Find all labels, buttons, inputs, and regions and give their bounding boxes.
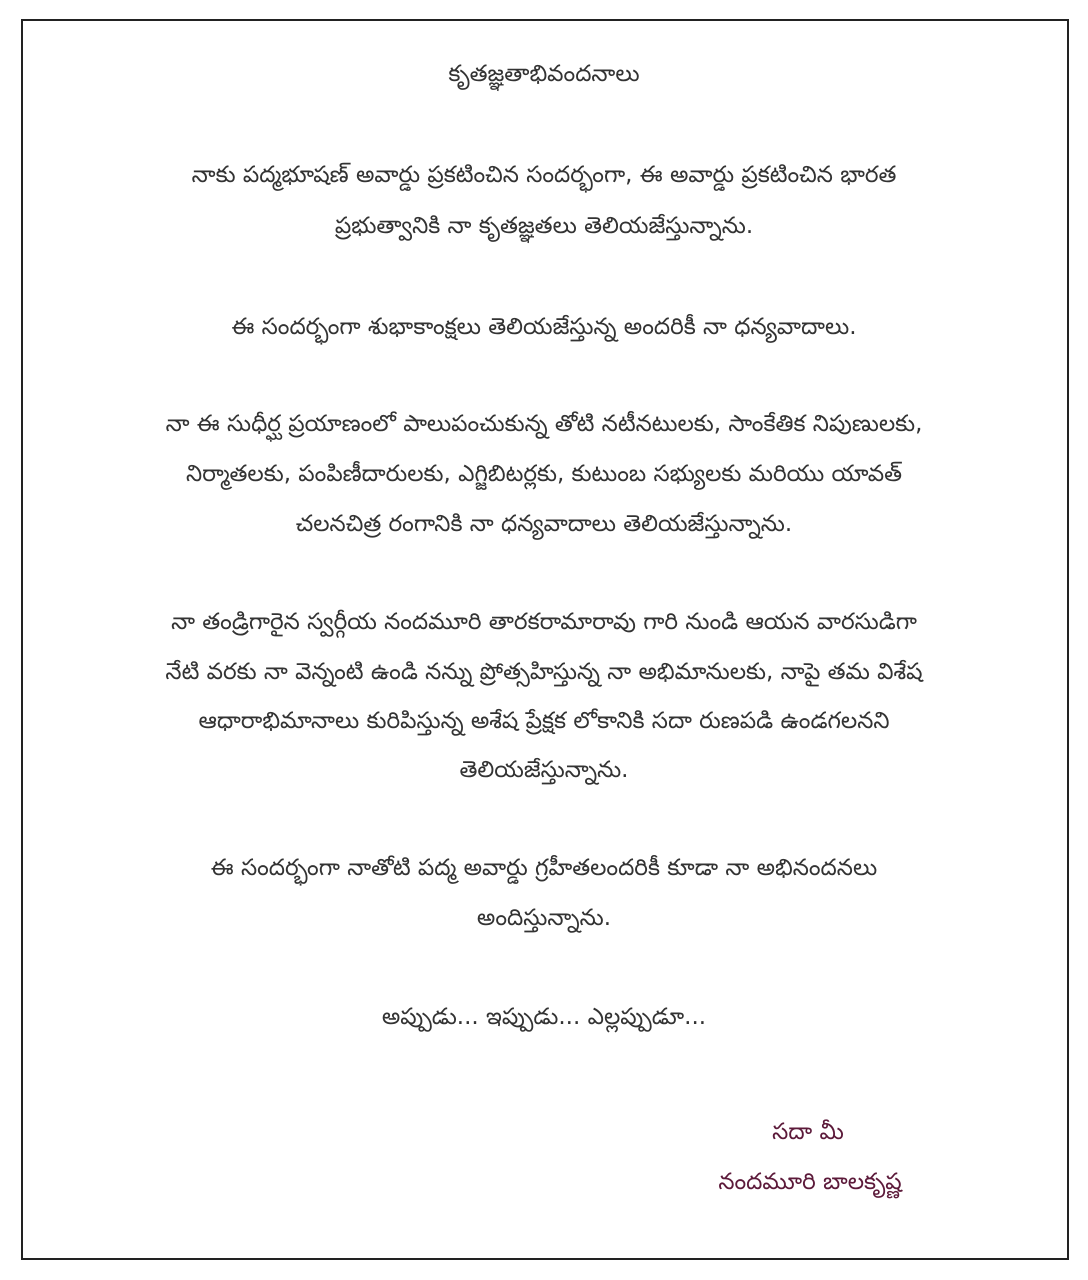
signoff: సదా మీ <box>772 1119 844 1145</box>
paragraph-4-line-1: నా తండ్రిగారైన స్వర్గీయ నందమూరి తారకరామారావు గారి నుండి ఆయన వారసుడిగా <box>171 609 917 635</box>
signature-name: నందమూరి బాలకృష్ణ <box>718 1169 902 1195</box>
paragraph-4-line-4: తెలియజేస్తున్నాను. <box>459 757 629 783</box>
paragraph-1-line-1: నాకు పద్మభూషణ్ అవార్డు ప్రకటించిన సందర్భంగా, ఈ అవార్డు ప్రకటించిన భారత <box>191 162 897 188</box>
paragraph-5-line-1: ఈ సందర్భంగా నాతోటి పద్మ అవార్డు గ్రహీతలందరికీ కూడా నా అభినందనలు <box>210 855 878 881</box>
paragraph-3-line-1: నా ఈ సుధీర్ఘ ప్రయాణంలో పాలుపంచుకున్న తోటి నటీనటులకు, సాంకేతిక నిపుణులకు, <box>165 411 923 437</box>
paragraph-3-line-2: నిర్మాతలకు, పంపిణీదారులకు, ఎగ్జిబిటర్లకు, కుటుంబ సభ్యులకు మరియు యావత్ <box>185 461 902 487</box>
paragraph-4-line-3: ఆధారాభిమానాలు కురిపిస్తున్న అశేష ప్రేక్షక లోకానికి సదా రుణపడి ఉండగలనని <box>198 708 890 734</box>
letter-title: కృతజ్ఞతాభివందనాలు <box>448 61 640 87</box>
paragraph-2-line-1: ఈ సందర్భంగా శుభాకాంక్షలు తెలియజేస్తున్న అందరికీ నా ధన్యవాదాలు. <box>231 314 857 340</box>
closing-line: అప్పుడు... ఇప్పుడు... ఎల్లప్పుడూ... <box>381 1004 707 1030</box>
paragraph-1-line-2: ప్రభుత్వానికి నా కృతజ్ఞతలు తెలియజేస్తున్నాను. <box>334 213 754 239</box>
paragraph-4-line-2: నేటి వరకు నా వెన్నంటి ఉండి నన్ను ప్రోత్సహిస్తున్న నా అభిమానులకు, నాపై తమ విశేష <box>165 659 923 685</box>
letter-border <box>21 19 1069 1260</box>
paragraph-3-line-3: చలనచిత్ర రంగానికి నా ధన్యవాదాలు తెలియజేస్తున్నాను. <box>295 511 793 537</box>
paragraph-5-line-2: అందిస్తున్నాను. <box>476 905 612 931</box>
